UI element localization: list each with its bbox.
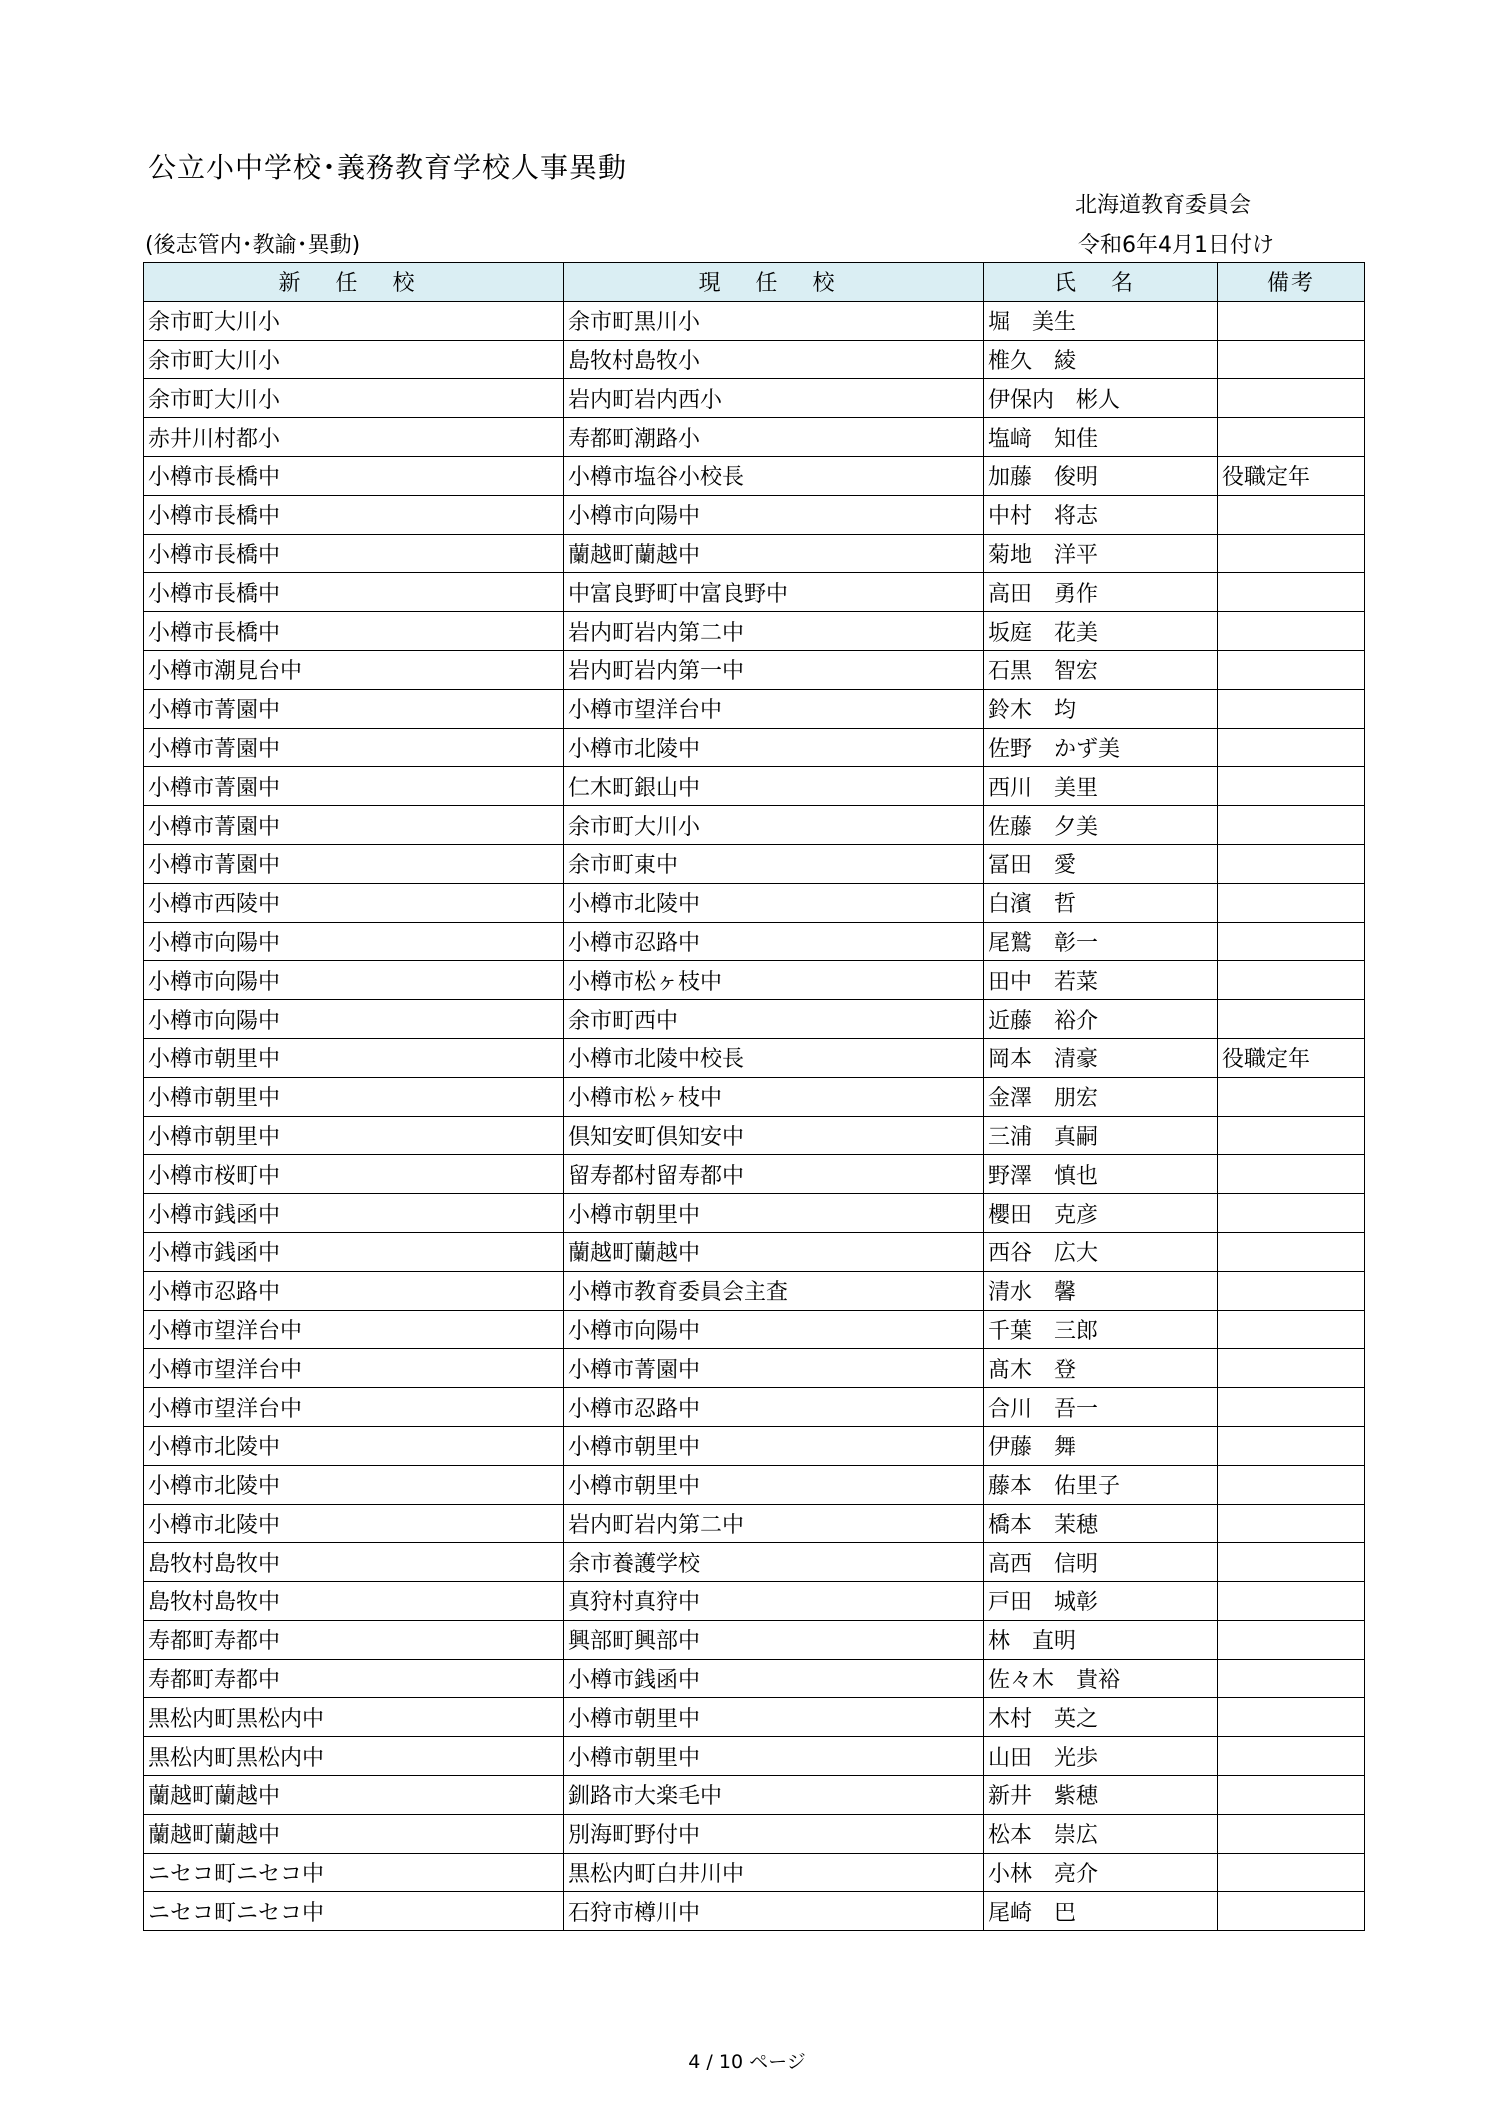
remarks-cell <box>1218 573 1365 612</box>
new-school-cell: 小樽市朝里中 <box>144 1077 564 1116</box>
remarks-cell <box>1218 1892 1365 1931</box>
table-row <box>144 844 1365 883</box>
remarks-cell <box>1218 1620 1365 1659</box>
new-school-cell: 小樽市北陵中 <box>144 1465 564 1504</box>
table-row <box>144 573 1365 612</box>
new-school-cell: 赤井川村都小 <box>144 418 564 457</box>
remarks-cell <box>1218 806 1365 845</box>
table-row <box>144 456 1365 495</box>
current-school-cell: 小樽市朝里中 <box>564 1737 984 1776</box>
current-school-cell: 小樽市銭函中 <box>564 1659 984 1698</box>
new-school-cell: 小樽市潮見台中 <box>144 650 564 689</box>
new-school-cell: 小樽市長橋中 <box>144 456 564 495</box>
current-school-cell: 小樽市望洋台中 <box>564 689 984 728</box>
name-cell: 佐野 かず美 <box>984 728 1218 767</box>
current-school-cell: 岩内町岩内第一中 <box>564 650 984 689</box>
remarks-cell <box>1218 301 1365 340</box>
new-school-cell: 余市町大川小 <box>144 301 564 340</box>
remarks-cell: 役職定年 <box>1218 456 1365 495</box>
current-school-cell: 小樽市北陵中 <box>564 728 984 767</box>
current-school-cell: 小樽市朝里中 <box>564 1698 984 1737</box>
name-cell: 髙木 登 <box>984 1349 1218 1388</box>
remarks-cell: 役職定年 <box>1218 1038 1365 1077</box>
current-school-cell: 真狩村真狩中 <box>564 1582 984 1621</box>
name-cell: 戸田 城彰 <box>984 1582 1218 1621</box>
name-cell: 野澤 慎也 <box>984 1155 1218 1194</box>
table-row <box>144 534 1365 573</box>
new-school-cell: 蘭越町蘭越中 <box>144 1776 564 1815</box>
name-cell: 櫻田 克彦 <box>984 1194 1218 1233</box>
name-cell: 金澤 朋宏 <box>984 1077 1218 1116</box>
remarks-cell <box>1218 961 1365 1000</box>
name-cell: 松本 崇広 <box>984 1814 1218 1853</box>
table-row <box>144 612 1365 651</box>
remarks-cell <box>1218 1426 1365 1465</box>
table-row <box>144 379 1365 418</box>
name-cell: 新井 紫穂 <box>984 1776 1218 1815</box>
new-school-cell: 小樽市長橋中 <box>144 495 564 534</box>
current-school-cell: 小樽市向陽中 <box>564 495 984 534</box>
remarks-cell <box>1218 534 1365 573</box>
new-school-cell: 島牧村島牧中 <box>144 1543 564 1582</box>
remarks-cell <box>1218 1000 1365 1039</box>
name-cell: 近藤 裕介 <box>984 1000 1218 1039</box>
current-school-cell: 小樽市朝里中 <box>564 1194 984 1233</box>
new-school-cell: 小樽市朝里中 <box>144 1038 564 1077</box>
new-school-cell: 余市町大川小 <box>144 340 564 379</box>
name-cell: 伊藤 舞 <box>984 1426 1218 1465</box>
name-cell: 塩﨑 知佳 <box>984 418 1218 457</box>
table-row <box>144 1465 1365 1504</box>
table-row <box>144 1543 1365 1582</box>
remarks-cell <box>1218 1194 1365 1233</box>
remarks-cell <box>1218 1077 1365 1116</box>
new-school-cell: 小樽市北陵中 <box>144 1426 564 1465</box>
new-school-cell: 小樽市菁園中 <box>144 728 564 767</box>
name-cell: 西谷 広大 <box>984 1232 1218 1271</box>
table-row <box>144 301 1365 340</box>
current-school-cell: 余市町黒川小 <box>564 301 984 340</box>
header-new-school: 新 任 校 <box>144 263 564 302</box>
new-school-cell: 島牧村島牧中 <box>144 1582 564 1621</box>
table-row <box>144 1349 1365 1388</box>
table-row <box>144 767 1365 806</box>
table-row <box>144 922 1365 961</box>
current-school-cell: 岩内町岩内第二中 <box>564 612 984 651</box>
name-cell: 田中 若菜 <box>984 961 1218 1000</box>
name-cell: 高西 信明 <box>984 1543 1218 1582</box>
current-school-cell: 余市町大川小 <box>564 806 984 845</box>
remarks-cell <box>1218 612 1365 651</box>
remarks-cell <box>1218 883 1365 922</box>
table-row <box>144 1194 1365 1233</box>
name-cell: 坂庭 花美 <box>984 612 1218 651</box>
remarks-cell <box>1218 844 1365 883</box>
new-school-cell: 小樽市忍路中 <box>144 1271 564 1310</box>
current-school-cell: 蘭越町蘭越中 <box>564 534 984 573</box>
new-school-cell: 小樽市菁園中 <box>144 844 564 883</box>
remarks-cell <box>1218 418 1365 457</box>
name-cell: 伊保内 彬人 <box>984 379 1218 418</box>
table-row <box>144 1426 1365 1465</box>
remarks-cell <box>1218 1349 1365 1388</box>
current-school-cell: 寿都町潮路小 <box>564 418 984 457</box>
name-cell: 加藤 俊明 <box>984 456 1218 495</box>
current-school-cell: 仁木町銀山中 <box>564 767 984 806</box>
current-school-cell: 蘭越町蘭越中 <box>564 1232 984 1271</box>
remarks-cell <box>1218 1271 1365 1310</box>
new-school-cell: 小樽市北陵中 <box>144 1504 564 1543</box>
name-cell: 小林 亮介 <box>984 1853 1218 1892</box>
name-cell: 尾鷲 彰一 <box>984 922 1218 961</box>
new-school-cell: 蘭越町蘭越中 <box>144 1814 564 1853</box>
remarks-cell <box>1218 767 1365 806</box>
current-school-cell: 島牧村島牧小 <box>564 340 984 379</box>
remarks-cell <box>1218 340 1365 379</box>
current-school-cell: 黒松内町白井川中 <box>564 1853 984 1892</box>
new-school-cell: 小樽市銭函中 <box>144 1194 564 1233</box>
current-school-cell: 余市町東中 <box>564 844 984 883</box>
table-body <box>144 301 1365 1930</box>
name-cell: 藤本 佑里子 <box>984 1465 1218 1504</box>
current-school-cell: 小樽市朝里中 <box>564 1465 984 1504</box>
remarks-cell <box>1218 650 1365 689</box>
remarks-cell <box>1218 728 1365 767</box>
name-cell: 堀 美生 <box>984 301 1218 340</box>
new-school-cell: 小樽市長橋中 <box>144 534 564 573</box>
name-cell: 三浦 真嗣 <box>984 1116 1218 1155</box>
table-row <box>144 806 1365 845</box>
remarks-cell <box>1218 922 1365 961</box>
remarks-cell <box>1218 689 1365 728</box>
new-school-cell: 余市町大川小 <box>144 379 564 418</box>
remarks-cell <box>1218 1465 1365 1504</box>
name-cell: 冨田 愛 <box>984 844 1218 883</box>
table-row <box>144 1698 1365 1737</box>
table-row <box>144 1582 1365 1621</box>
remarks-cell <box>1218 1698 1365 1737</box>
table-row <box>144 1038 1365 1077</box>
table-row <box>144 1737 1365 1776</box>
header-current-school: 現 任 校 <box>564 263 984 302</box>
current-school-cell: 小樽市教育委員会主査 <box>564 1271 984 1310</box>
remarks-cell <box>1218 1582 1365 1621</box>
table-row <box>144 728 1365 767</box>
name-cell: 尾崎 巴 <box>984 1892 1218 1931</box>
new-school-cell: 小樽市長橋中 <box>144 612 564 651</box>
table-row <box>144 1155 1365 1194</box>
new-school-cell: 小樽市望洋台中 <box>144 1310 564 1349</box>
new-school-cell: 小樽市望洋台中 <box>144 1388 564 1427</box>
name-cell: 橋本 茉穂 <box>984 1504 1218 1543</box>
new-school-cell: 小樽市向陽中 <box>144 961 564 1000</box>
table-row <box>144 1620 1365 1659</box>
current-school-cell: 石狩市樽川中 <box>564 1892 984 1931</box>
current-school-cell: 興部町興部中 <box>564 1620 984 1659</box>
table-row <box>144 1892 1365 1931</box>
table-row <box>144 1659 1365 1698</box>
new-school-cell: 小樽市桜町中 <box>144 1155 564 1194</box>
table-row <box>144 1116 1365 1155</box>
current-school-cell: 小樽市忍路中 <box>564 922 984 961</box>
remarks-cell <box>1218 1310 1365 1349</box>
table-row <box>144 1271 1365 1310</box>
name-cell: 岡本 清豪 <box>984 1038 1218 1077</box>
current-school-cell: 小樽市朝里中 <box>564 1426 984 1465</box>
name-cell: 高田 勇作 <box>984 573 1218 612</box>
name-cell: 木村 英之 <box>984 1698 1218 1737</box>
new-school-cell: 小樽市菁園中 <box>144 806 564 845</box>
new-school-cell: 黒松内町黒松内中 <box>144 1698 564 1737</box>
table-row <box>144 961 1365 1000</box>
current-school-cell: 小樽市忍路中 <box>564 1388 984 1427</box>
current-school-cell: 小樽市菁園中 <box>564 1349 984 1388</box>
remarks-cell <box>1218 1776 1365 1815</box>
table-row <box>144 1504 1365 1543</box>
current-school-cell: 小樽市塩谷小校長 <box>564 456 984 495</box>
document-subtitle: (後志管内･教諭･異動) <box>145 233 361 258</box>
remarks-cell <box>1218 1814 1365 1853</box>
name-cell: 千葉 三郎 <box>984 1310 1218 1349</box>
table-row <box>144 1388 1365 1427</box>
name-cell: 石黒 智宏 <box>984 650 1218 689</box>
remarks-cell <box>1218 1543 1365 1582</box>
current-school-cell: 中富良野町中富良野中 <box>564 573 984 612</box>
current-school-cell: 小樽市向陽中 <box>564 1310 984 1349</box>
name-cell: 西川 美里 <box>984 767 1218 806</box>
name-cell: 鈴木 均 <box>984 689 1218 728</box>
remarks-cell <box>1218 1116 1365 1155</box>
new-school-cell: 小樽市長橋中 <box>144 573 564 612</box>
new-school-cell: 小樽市望洋台中 <box>144 1349 564 1388</box>
new-school-cell: 寿都町寿都中 <box>144 1659 564 1698</box>
name-cell: 合川 吾一 <box>984 1388 1218 1427</box>
table-row <box>144 883 1365 922</box>
current-school-cell: 小樽市北陵中 <box>564 883 984 922</box>
remarks-cell <box>1218 1388 1365 1427</box>
table-row <box>144 1077 1365 1116</box>
table-row <box>144 1776 1365 1815</box>
table-row <box>144 689 1365 728</box>
name-cell: 山田 光歩 <box>984 1737 1218 1776</box>
header-name: 氏 名 <box>984 263 1218 302</box>
name-cell: 佐々木 貴裕 <box>984 1659 1218 1698</box>
remarks-cell <box>1218 379 1365 418</box>
remarks-cell <box>1218 1232 1365 1271</box>
new-school-cell: 小樽市向陽中 <box>144 922 564 961</box>
new-school-cell: ニセコ町ニセコ中 <box>144 1892 564 1931</box>
remarks-cell <box>1218 1853 1365 1892</box>
effective-date: 令和6年4月1日付け <box>1078 233 1274 258</box>
remarks-cell <box>1218 1737 1365 1776</box>
new-school-cell: 小樽市菁園中 <box>144 689 564 728</box>
table-row <box>144 1814 1365 1853</box>
name-cell: 清水 馨 <box>984 1271 1218 1310</box>
name-cell: 菊地 洋平 <box>984 534 1218 573</box>
name-cell: 林 直明 <box>984 1620 1218 1659</box>
current-school-cell: 留寿都村留寿都中 <box>564 1155 984 1194</box>
new-school-cell: 寿都町寿都中 <box>144 1620 564 1659</box>
name-cell: 佐藤 夕美 <box>984 806 1218 845</box>
current-school-cell: 岩内町岩内西小 <box>564 379 984 418</box>
new-school-cell: ニセコ町ニセコ中 <box>144 1853 564 1892</box>
table-row <box>144 1232 1365 1271</box>
table-row <box>144 495 1365 534</box>
current-school-cell: 倶知安町倶知安中 <box>564 1116 984 1155</box>
header-remarks: 備考 <box>1218 263 1365 302</box>
current-school-cell: 別海町野付中 <box>564 1814 984 1853</box>
current-school-cell: 余市養護学校 <box>564 1543 984 1582</box>
transfer-table <box>143 262 1365 1931</box>
current-school-cell: 小樽市松ヶ枝中 <box>564 1077 984 1116</box>
remarks-cell <box>1218 1659 1365 1698</box>
new-school-cell: 小樽市向陽中 <box>144 1000 564 1039</box>
current-school-cell: 余市町西中 <box>564 1000 984 1039</box>
table-row <box>144 340 1365 379</box>
name-cell: 中村 将志 <box>984 495 1218 534</box>
table-row <box>144 1853 1365 1892</box>
new-school-cell: 小樽市菁園中 <box>144 767 564 806</box>
table-row <box>144 650 1365 689</box>
organization-name: 北海道教育委員会 <box>1075 193 1252 218</box>
table-row <box>144 1000 1365 1039</box>
new-school-cell: 小樽市朝里中 <box>144 1116 564 1155</box>
name-cell: 椎久 綾 <box>984 340 1218 379</box>
remarks-cell <box>1218 495 1365 534</box>
remarks-cell <box>1218 1155 1365 1194</box>
table-row <box>144 418 1365 457</box>
current-school-cell: 岩内町岩内第二中 <box>564 1504 984 1543</box>
new-school-cell: 小樽市銭函中 <box>144 1232 564 1271</box>
page-number: 4 / 10 ページ <box>688 2051 806 2073</box>
name-cell: 白濱 哲 <box>984 883 1218 922</box>
document-title: 公立小中学校･義務教育学校人事異動 <box>148 151 628 184</box>
table-row <box>144 1310 1365 1349</box>
remarks-cell <box>1218 1504 1365 1543</box>
current-school-cell: 小樽市松ヶ枝中 <box>564 961 984 1000</box>
new-school-cell: 小樽市西陵中 <box>144 883 564 922</box>
current-school-cell: 小樽市北陵中校長 <box>564 1038 984 1077</box>
new-school-cell: 黒松内町黒松内中 <box>144 1737 564 1776</box>
current-school-cell: 釧路市大楽毛中 <box>564 1776 984 1815</box>
table-header-row <box>144 263 1365 302</box>
